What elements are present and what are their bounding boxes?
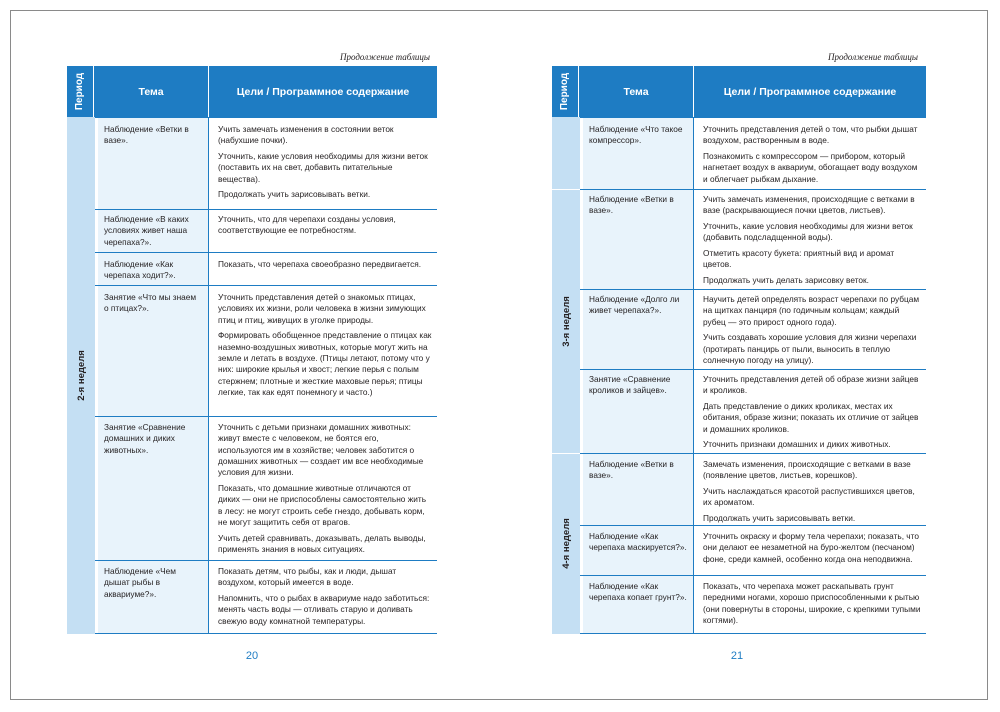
table-row-topic: Наблюдение «Ветки в вазе». <box>589 194 674 216</box>
table-row-topic: Занятие «Что мы знаем о птицах?». <box>104 292 197 314</box>
table-row-goals: Замечать изменения, происходящие с ветками в вазе (появление цветов, листьев, корешков). Учить наслаждаться красотой распустившихся цветов, их ароматом. Продолжать учить зарисовывать ветки. <box>703 459 915 524</box>
header-goals: Цели / Программное содержание <box>236 85 410 98</box>
table-header <box>67 66 437 117</box>
table-row-goals: Учить замечать изменения в состоянии веток (набухшие почки). Уточнить, какие условия необходимы для жизни веток (поставить их на свет, добавить питательные вещества). Продолжать учить зарисовывать ветки. <box>218 124 428 200</box>
table-row-goals: Учить замечать изменения, происходящие с ветками в вазе (раскрывающиеся почки цветов, листьев). Уточнить, какие условия необходимы для жизни веток (добавить подсладщенной воды). Отметить красоту букета: приятный вид и аромат цветов. Продолжать учить делать зарисовку веток. <box>703 194 915 286</box>
right-page <box>500 0 1000 712</box>
table-row-topic: Наблюдение «Ветки в вазе». <box>589 459 674 481</box>
period-label-3: 3-я неделя <box>560 295 572 347</box>
table-row-goals: Уточнить с детьми признаки домашних животных: живут вместе с человеком, не боятся его, используются им в хозяйстве; человек заботится о домашних животных — создает им все необходимые условия для жизни. Показать, что домашние животные отличаются от диких — они не приспособлены самостоятельно жить в лесу: не могут строить себе гнездо, добывать корм, не могут защитить себя от врагов. Учить детей сравнивать, доказывать, делать выводы, применять знания в новых ситуациях. <box>218 422 427 554</box>
topic-column-bg <box>95 117 209 634</box>
page-number: 20 <box>245 650 259 662</box>
table-row-topic: Наблюдение «Долго ли живет черепаха?». <box>589 294 680 316</box>
table-row-topic: Занятие «Сравнение кроликов и зайцев». <box>589 374 671 396</box>
table-row-goals: Уточнить представления детей об образе жизни зайцев и кроликов. Дать представление о диких кроликах, местах их обитания, образе жизни; показать их отличие от зайцев и домашних кроликов. Уточнить признаки домашних и диких животных. <box>703 374 919 450</box>
period-label: 2-я неделя <box>75 350 87 401</box>
table-row-topic: Наблюдение «Ветки в вазе». <box>104 124 189 146</box>
table-row-goals: Уточнить представления детей о знакомых птицах, условиях их жизни, роли человека в жизни зимующих птиц и птиц, живущих в уголке природы. Формировать обобщенное представление о птицах как наземно-воздушных животных, которые могут жить на земле и летать в воздухе. (Птицы летают, потому что у них: широкие крылья и хвост; легкие перья с полым стержнем; плотные и жесткие маховые перья; птицы легкие, так как едят понемногу и часто.) <box>218 292 432 397</box>
header-topic: Тема <box>623 85 649 98</box>
header-goals: Цели / Программное содержание <box>723 85 897 98</box>
table-row-goals: Уточнить представления детей о том, что рыбки дышат воздухом, растворенным в воде. Познакомить с компрессором — прибором, который нагнетает воздух в аквариум, обогащает воду воздухом и облегчает рыбкам дыхание. <box>703 124 918 184</box>
table-row-topic: Наблюдение «Что такое компрессор». <box>589 124 683 146</box>
table-row-topic: Наблюдение «Как черепаха копает грунт?». <box>589 581 687 603</box>
table-row-topic: Наблюдение «Как черепаха маскируется?». <box>589 531 687 553</box>
continuation-label: Продолжение таблицы <box>828 52 919 62</box>
table-row-topic: Наблюдение «Чем дышат рыбы в аквариуме?». <box>104 566 176 599</box>
left-table <box>67 66 437 634</box>
table-row-goals: Уточнить, что для черепахи созданы условия, соответствующие ее потребностям. <box>218 214 396 236</box>
table-row-topic: Наблюдение «Как черепаха ходит?». <box>104 259 176 281</box>
header-period: Период <box>559 72 571 111</box>
table-row-topic: Занятие «Сравнение домашних и диких животных». <box>104 422 186 455</box>
header-topic: Тема <box>138 85 164 98</box>
continuation-label: Продолжение таблицы <box>340 52 431 62</box>
right-table <box>552 66 926 634</box>
table-row-goals: Показать, что черепаха своеобразно передвигается. <box>218 259 422 269</box>
period-label-4: 4-я неделя <box>560 518 572 569</box>
table-row-topic: Наблюдение «В каких условиях живет наша черепаха?». <box>104 214 189 247</box>
table-row-goals: Научить детей определять возраст черепахи по рубцам на щитках панциря (по годичным кольцам; каждый рубец — это прирост одного года). Учить создавать хорошие условия для жизни черепахи (протирать панцирь от пыли, выносить в теплую солнечную погоду на улицу). <box>703 294 920 365</box>
table-row-goals: Показать детям, что рыбы, как и люди, дышат воздухом, который имеется в воде. Напомнить, что о рыбах в аквариуме надо заботиться: менять часть воды — отливать старую и доливать свежую воду комнатной температуры. <box>218 566 430 626</box>
page-number: 21 <box>730 650 744 662</box>
table-row-goals: Уточнить окраску и форму тела черепахи; показать, что они делают ее незаметной на буро-желтом (песчаном) фоне, среди камней, особенно когда она неподвижна. <box>703 531 919 564</box>
header-period: Период <box>74 72 86 111</box>
table-header <box>552 66 926 117</box>
table-row-goals: Показать, что черепаха может раскапывать грунт передними ногами, хорошо приспособленными к рытью (они повернуты в стороны, широкие, с крепкими тупыми когтями). <box>703 581 921 625</box>
